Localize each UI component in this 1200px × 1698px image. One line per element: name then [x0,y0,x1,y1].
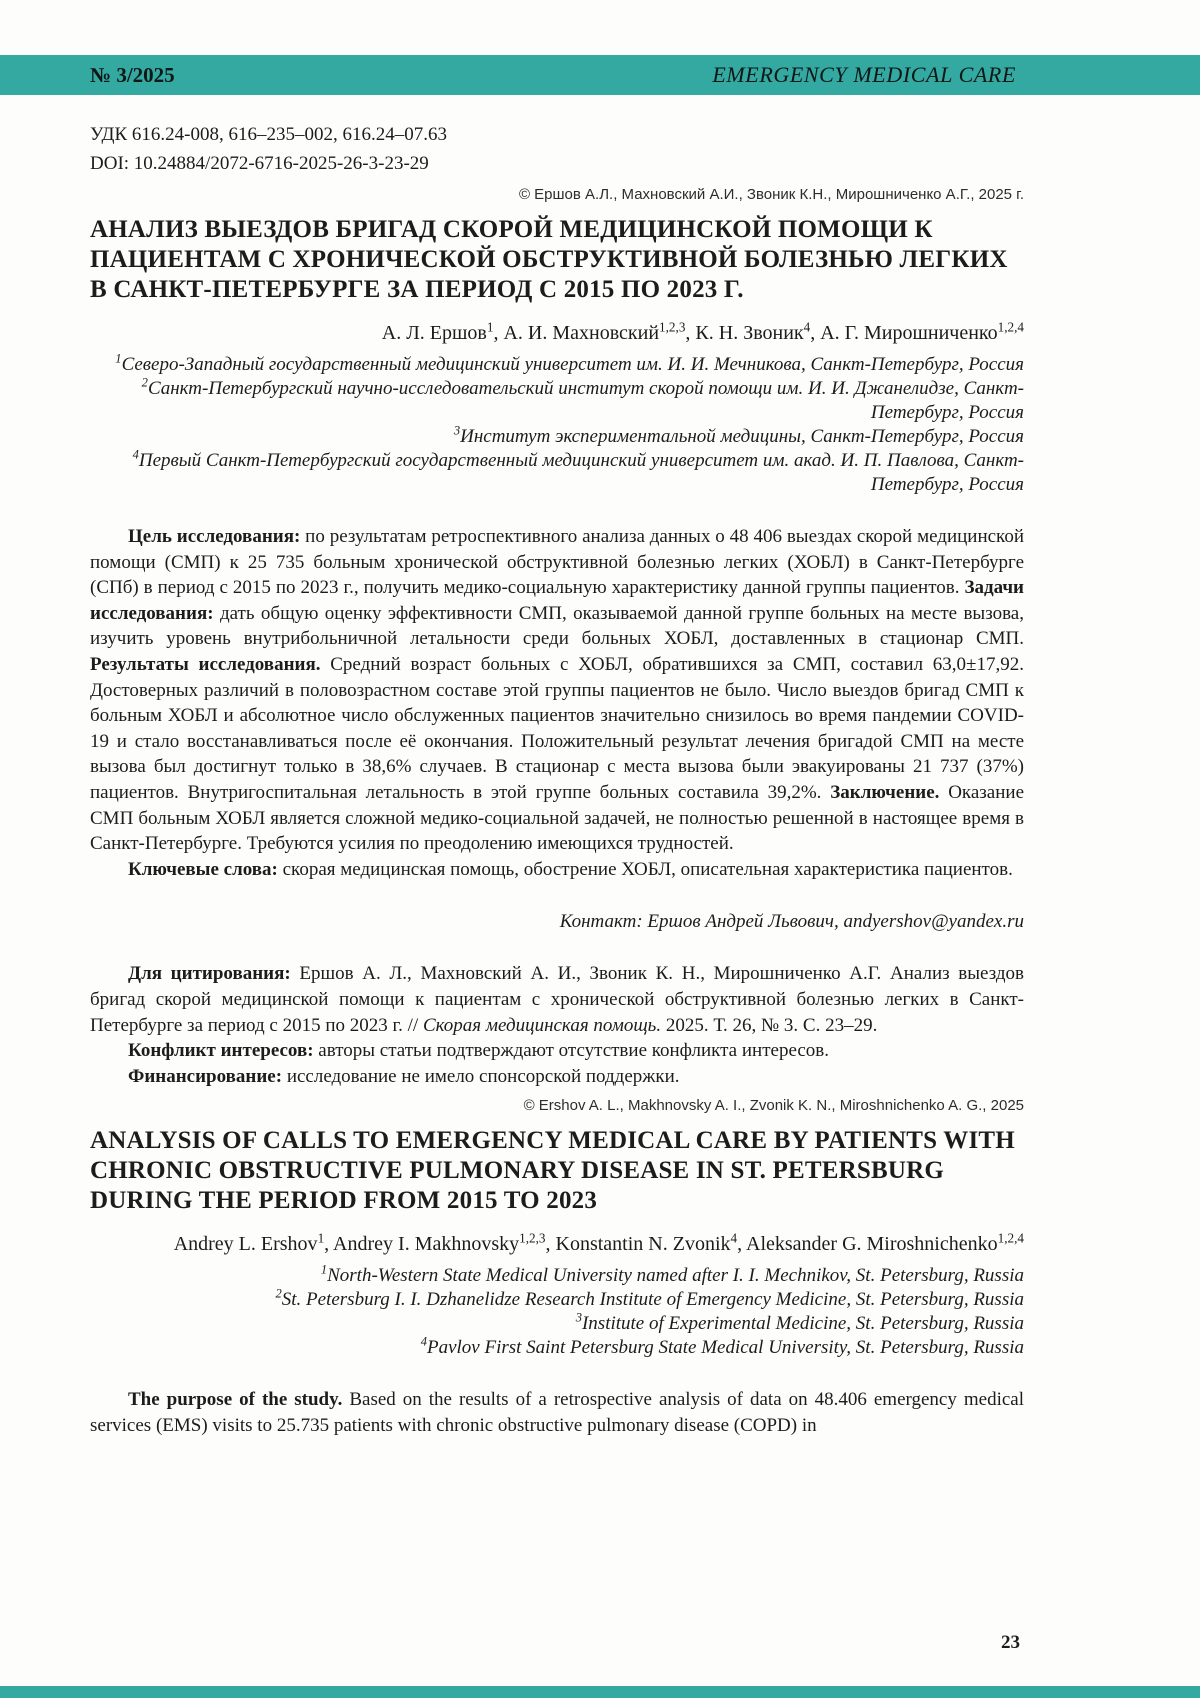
copyright-en: © Ershov A. L., Makhnovsky A. I., Zvonik K. N., Miroshnichenko A. G., 2025 [523,1097,1024,1115]
affiliations-ru [90,353,1024,497]
affiliation-ru-3: $^3$Институт экспериментальной медицины, Санкт-Петербург, Россия [453,423,1024,447]
issue-number: № 3/2025 [90,62,175,87]
article-title-ru: АНАЛИЗ ВЫЕЗДОВ БРИГАД СКОРОЙ МЕДИЦИНСКОЙ ПОМОЩИ К ПАЦИЕНТАМ С ХРОНИЧЕСКОЙ ОБСТРУКТИВНОЙ БОЛЕЗНЬЮ ЛЕГКИХ В САНКТ-ПЕТЕРБУРГЕ ЗА ПЕРИОД С 2015 ПО 2023 Г. [90,216,1008,303]
abstract-ru: Цель исследования: по результатам ретроспективного анализа данных о 48 406 выездах скорой медицинской помощи (СМП) к 25 735 больным хронической обструктивной болезнью легких (ХОБЛ) в Санкт-Петербурге (СПб) в период с 2015 по 2023 г., получить медико-социальную характеристику данной группы пациентов. Задачи исследования: дать общую оценку эффективности СМП, оказываемой данной группе больных на месте вызова, изучить уровень внутрибольничной летальности среди больных ХОБЛ, доставленных в стационар СМП. Результаты исследования. Средний возраст больных с ХОБЛ, обратившихся за СМП, составил 63,0±17,92. Достоверных различий в половозрастном составе этой группы пациентов не было. Число выездов бригад СМП к больным ХОБЛ и абсолютное число обслуженных пациентов значительно снизилось во время пандемии COVID-19 и стало восстанавливаться после её окончания. Положительный результат лечения бригадой СМП на месте вызова был достигнут только в 38,6% случаев. В стационар с места вызова были эвакуированы 21 737 (37%) пациентов. Внутригоспитальная летальность в этой группе больных составила 39,2%. Заключение. Оказание СМП больным ХОБЛ является сложной медико-социальной задачей, не полностью решенной в настоящее время в Санкт-Петербурге. Требуются усилия по преодолению имеющихся трудностей. [90,526,1025,855]
funding-ru: Финансирование: исследование не имело спонсорской поддержки. [128,1065,680,1087]
doi-line: DOI: 10.24884/2072-6716-2025-26-3-23-29 [90,153,429,174]
affiliation-en-2: $^2$St. Petersburg I. I. Dzhanelidze Research Institute of Emergency Medicine, St. Petersburg, Russia [275,1286,1024,1311]
affiliation-ru-2: $^2$Санкт-Петербургский научно-исследовательский институт скорой помощи им. И. И. Джанелидзе, Санкт-Петербург, Россия [141,375,1024,423]
affiliation-en-4: $^4$Pavlov First Saint Petersburg State Medical University, St. Petersburg, Russia [420,1334,1024,1359]
affiliation-ru-4: $^4$Первый Санкт-Петербургский государственный медицинский университет им. акад. И. П. Павлова, Санкт-Петербург, Россия [132,447,1024,495]
article-content [90,120,1024,1438]
journal-name: EMERGENCY MEDICAL CARE [712,62,1016,87]
affiliations-en [90,1264,1024,1360]
article-title-en: ANALYSIS OF CALLS TO EMERGENCY MEDICAL CARE BY PATIENTS WITH CHRONIC OBSTRUCTIVE PULMONARY DISEASE IN ST. PETERSBURG DURING THE PERIOD FROM 2015 TO 2023 [90,1127,1015,1215]
keywords-ru: Ключевые слова: скорая медицинская помощь, обострение ХОБЛ, описательная характеристика пациентов. [128,858,1013,880]
affiliation-en-3: $^3$Institute of Experimental Medicine, St. Petersburg, Russia [575,1310,1024,1335]
page-header-band [0,55,1200,95]
authors-en: Andrey L. Ershov$^1$, Andrey I. Makhnovsky$^{1,2,3}$, Konstantin N. Zvonik$^4$, Aleksander G. Miroshnichenko$^{1,2,4}$ [173,1230,1024,1256]
abstract-en: The purpose of the study. Based on the results of a retrospective analysis of data on 48.406 emergency medical services (EMS) visits to 25.735 patients with chronic obstructive pulmonary disease (COPD) in [90,1389,1024,1436]
copyright-ru: © Ершов А.Л., Махновский А.И., Звоник К.Н., Мирошниченко А.Г., 2025 г. [518,186,1024,203]
udk-line: УДК 616.24-008, 616–235–002, 616.24–07.63 [90,124,447,145]
affiliation-en-1: $^1$North-Western State Medical University named after I. I. Mechnikov, St. Petersburg, Russia [320,1262,1024,1287]
affiliation-ru-1: $^1$Северо-Западный государственный медицинский университет им. И. И. Мечникова, Санкт-Петербург, Россия [115,351,1024,375]
conflict-of-interest-ru: Конфликт интересов: авторы статьи подтверждают отсутствие конфликта интересов. [128,1040,829,1062]
footer-band [0,1686,1200,1698]
citation-ru: Для цитирования: Ершов А. Л., Махновский А. И., Звоник К. Н., Мирошниченко А.Г. Анализ выездов бригад скорой медицинской помощи к пациентам с хронической обструктивной болезнью легких в Санкт-Петербурге за период с 2015 по 2023 г. // Скорая медицинская помощь. 2025. Т. 26, № 3. С. 23–29. [90,963,1024,1036]
contact-line: Контакт: Ершов Андрей Львович, andyershov@yandex.ru [559,911,1024,933]
authors-ru: А. Л. Ершов$^1$, А. И. Махновский$^{1,2,3}$, К. Н. Звоник$^4$, А. Г. Мирошниченко$^{1,2,4}$ [381,319,1024,344]
page-number: 23 [1001,1632,1020,1653]
